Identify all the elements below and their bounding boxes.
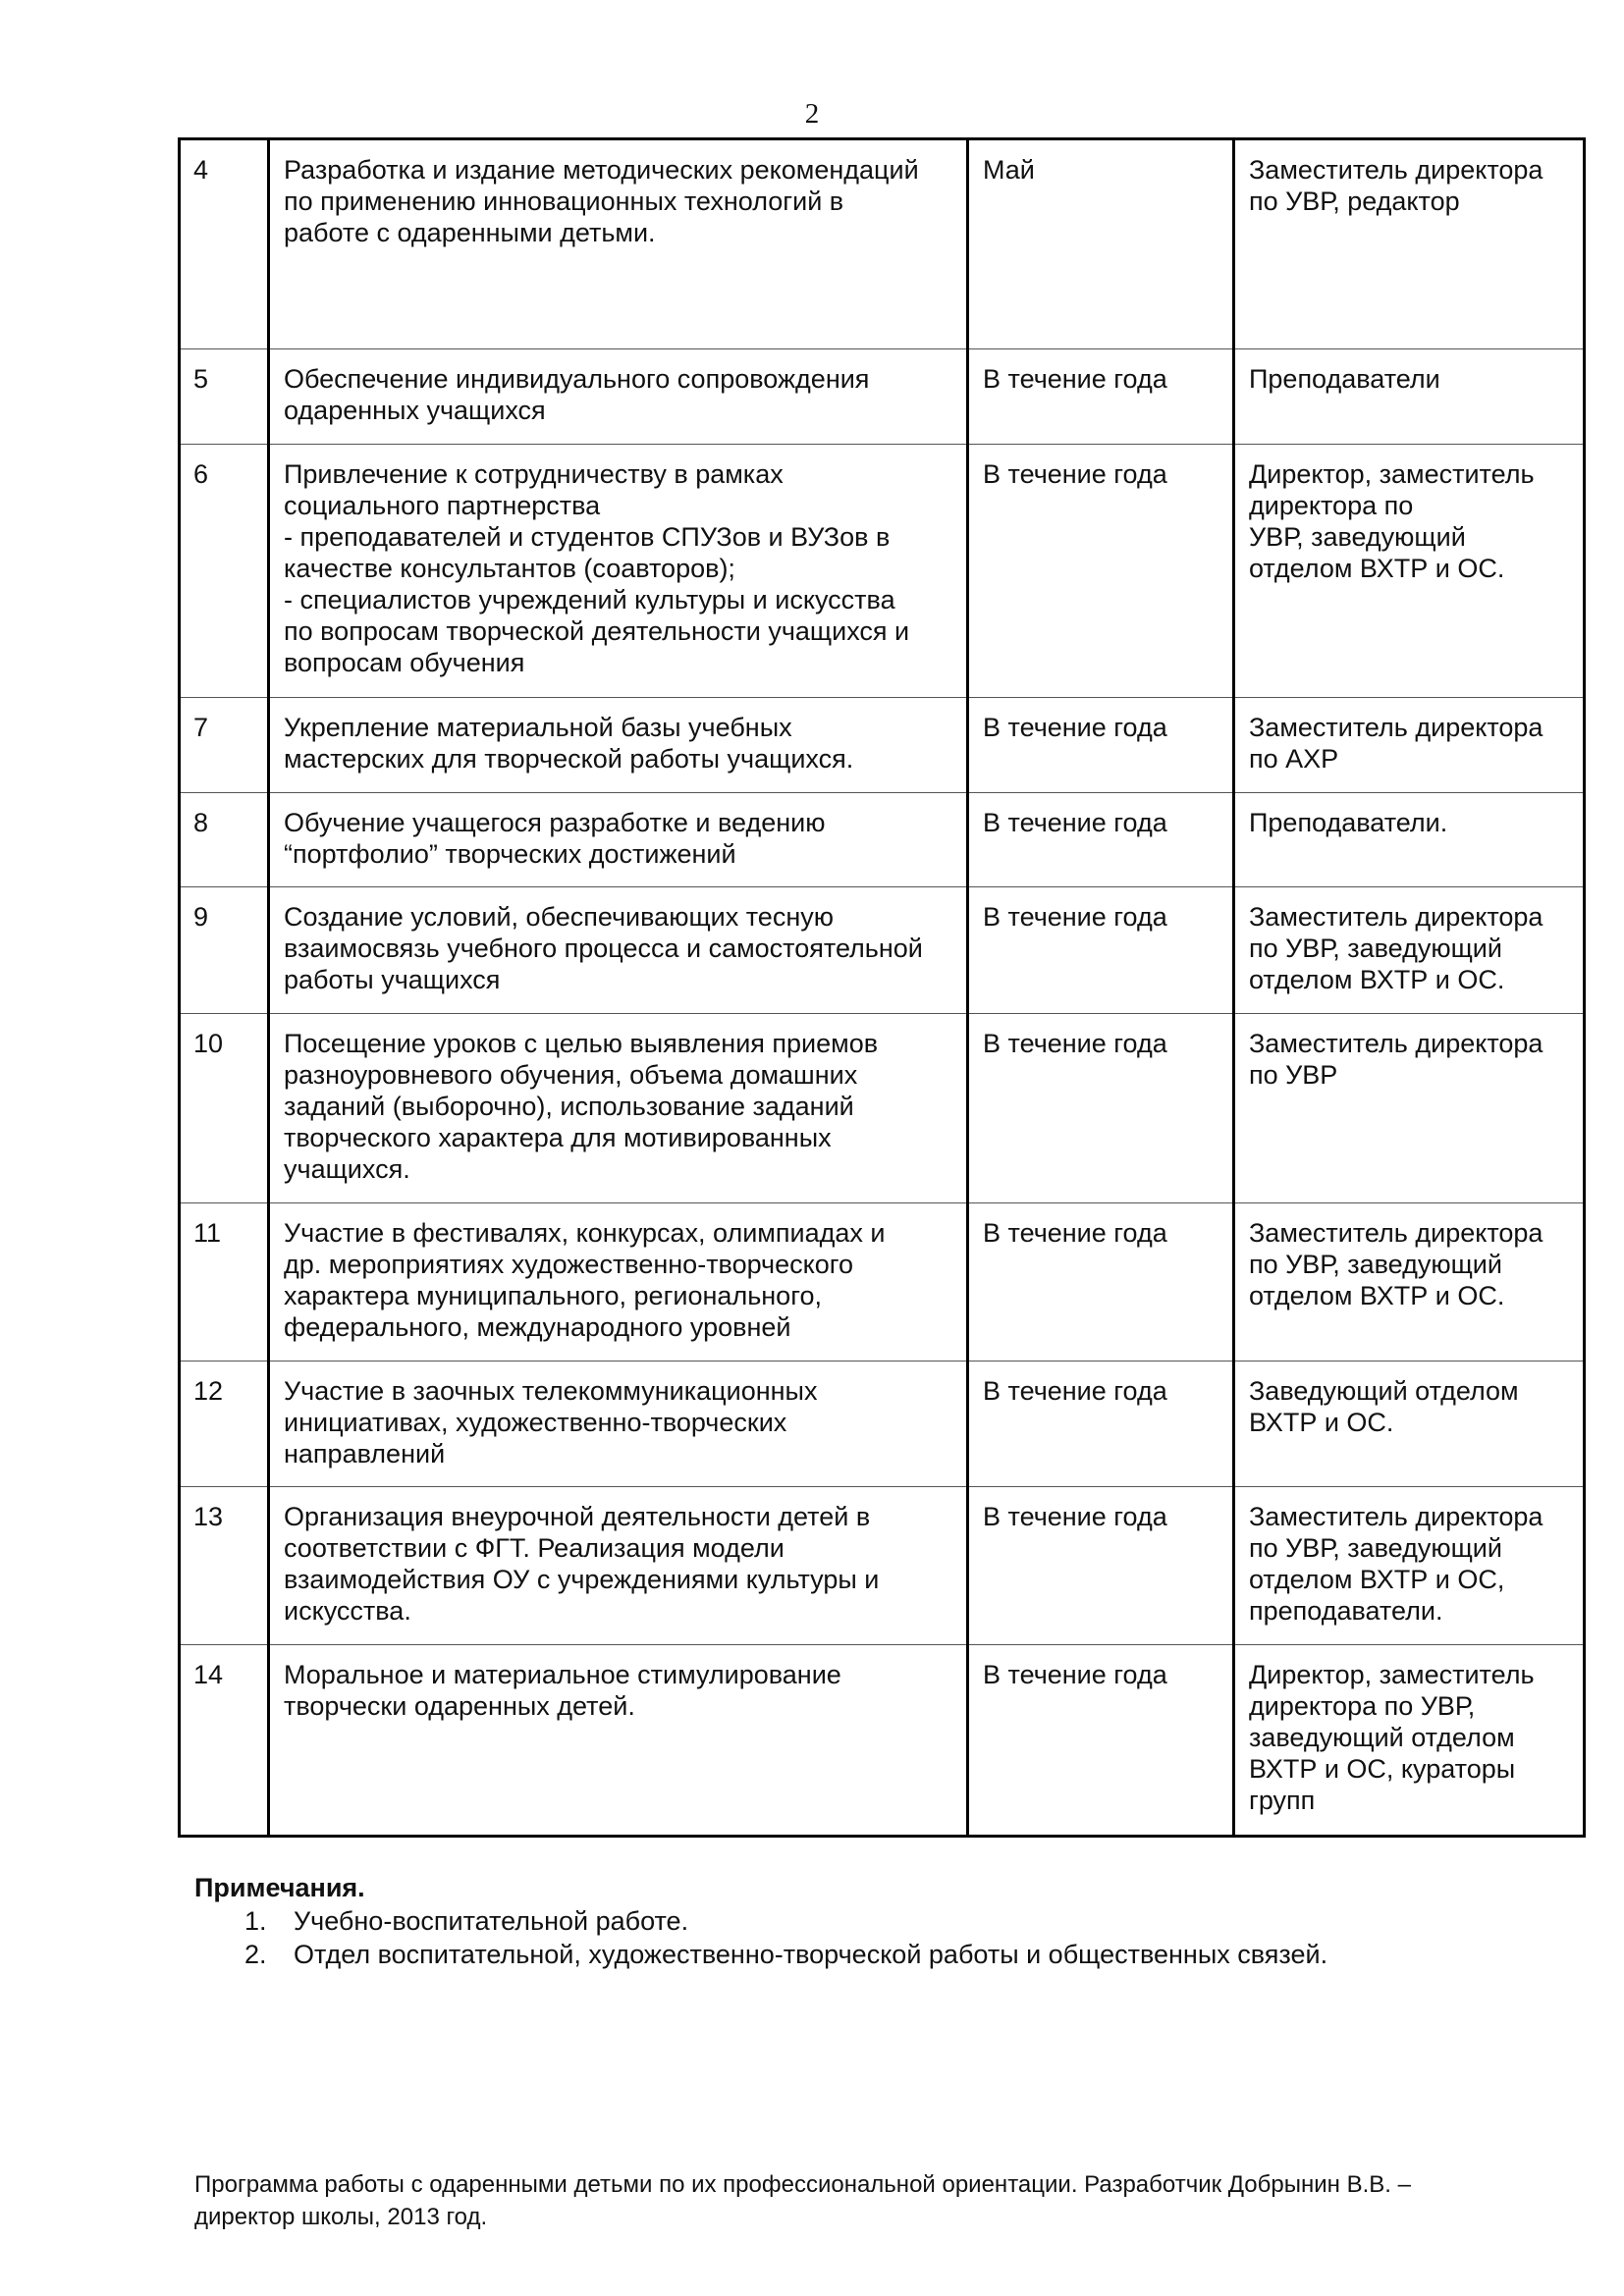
row-number: 8 <box>180 793 269 887</box>
deadline-cell: В течение года <box>968 1014 1234 1203</box>
responsible-text: Заместитель директора по УВР, заведующий отделом ВХТР и ОС, преподаватели. <box>1249 1502 1543 1626</box>
responsible-text: Заместитель директора по АХР <box>1249 713 1543 774</box>
responsible-text: Преподаватели. <box>1249 808 1448 837</box>
row-number: 13 <box>180 1487 269 1645</box>
activity-cell <box>269 349 968 445</box>
activity-text: Обучение учащегося разработке и ведению “портфолио” творческих достижений <box>284 808 826 869</box>
row-number: 5 <box>180 349 269 445</box>
responsible-text: Директор, заместитель директора по УВР, заведующий отделом ВХТР и ОС. <box>1249 459 1535 583</box>
row-number: 4 <box>180 139 269 349</box>
table-row <box>180 887 1585 1014</box>
note-marker: 2. <box>244 1940 267 1969</box>
responsible-cell <box>1234 1014 1585 1203</box>
deadline-cell: В течение года <box>968 1362 1234 1487</box>
row-number: 14 <box>180 1645 269 1837</box>
table-row <box>180 1362 1585 1487</box>
activity-cell <box>269 1645 968 1837</box>
responsible-cell <box>1234 1362 1585 1487</box>
responsible-cell <box>1234 1645 1585 1837</box>
activity-text: Посещение уроков с целью выявления приемов разноуровневого обучения, объема домашних заданий (выборочно), использование заданий творческого характера для мотивированных учащихся. <box>284 1029 879 1184</box>
deadline-cell: В течение года <box>968 445 1234 698</box>
notes-title: Примечания. <box>194 1873 365 1902</box>
table-row <box>180 1645 1585 1837</box>
table-row <box>180 1203 1585 1362</box>
note-item <box>194 1904 1569 1938</box>
activity-text: Привлечение к сотрудничеству в рамках социального партнерства - преподавателей и студентов СПУЗов и ВУЗов в качестве консультантов (соавторов); - специалистов учреждений культуры и искусства по вопросам творческой деятельности учащихся и вопросам обучения <box>284 459 910 677</box>
row-number: 11 <box>180 1203 269 1362</box>
responsible-cell <box>1234 698 1585 793</box>
activity-text: Разработка и издание методических рекомендаций по применению инновационных технологий в работе с одаренными детьми. <box>284 155 919 247</box>
activity-text: Участие в фестивалях, конкурсах, олимпиадах и др. мероприятиях художественно-творческого характера муниципального, регионального, федерального, международного уровней <box>284 1218 886 1342</box>
responsible-cell <box>1234 349 1585 445</box>
activity-cell <box>269 887 968 1014</box>
notes-section <box>194 1871 1569 1971</box>
activity-cell <box>269 445 968 698</box>
responsible-cell <box>1234 1487 1585 1645</box>
row-number: 6 <box>180 445 269 698</box>
footer-line: Программа работы с одаренными детьми по их профессиональной ориентации. Разработчик Добрынин В.В. – <box>194 2171 1411 2198</box>
deadline-cell: Май <box>968 139 1234 349</box>
notes-list <box>194 1904 1569 1971</box>
table-row <box>180 698 1585 793</box>
table-row <box>180 445 1585 698</box>
table-row <box>180 139 1585 349</box>
responsible-text: Заместитель директора по УВР, редактор <box>1249 155 1543 216</box>
row-number: 12 <box>180 1362 269 1487</box>
note-text: Отдел воспитательной, художественно-творческой работы и общественных связей. <box>294 1940 1328 1969</box>
activity-text: Организация внеурочной деятельности детей в соответствии с ФГТ. Реализация модели взаимодействия ОУ с учреждениями культуры и искусства. <box>284 1502 880 1626</box>
note-text: Учебно-воспитательной работе. <box>294 1906 689 1936</box>
note-marker: 1. <box>244 1906 267 1936</box>
page-number: 2 <box>804 98 820 130</box>
activity-text: Обеспечение индивидуального сопровождения одаренных учащихся <box>284 364 870 425</box>
responsible-text: Заместитель директора по УВР, заведующий отделом ВХТР и ОС. <box>1249 902 1543 994</box>
deadline-cell: В течение года <box>968 698 1234 793</box>
responsible-text: Заведующий отделом ВХТР и ОС. <box>1249 1376 1519 1437</box>
activity-cell <box>269 793 968 887</box>
deadline-cell: В течение года <box>968 1487 1234 1645</box>
row-number: 7 <box>180 698 269 793</box>
deadline-cell: В течение года <box>968 1203 1234 1362</box>
activity-cell <box>269 698 968 793</box>
table-row <box>180 349 1585 445</box>
responsible-cell <box>1234 445 1585 698</box>
footer-line: директор школы, 2013 год. <box>194 2204 488 2230</box>
activity-cell <box>269 1487 968 1645</box>
plan-table <box>178 137 1586 1838</box>
activity-text: Укрепление материальной базы учебных мастерских для творческой работы учащихся. <box>284 713 854 774</box>
responsible-text: Преподаватели <box>1249 364 1440 394</box>
table-row <box>180 1487 1585 1645</box>
page-footer <box>194 2168 1569 2233</box>
responsible-cell <box>1234 139 1585 349</box>
responsible-cell <box>1234 793 1585 887</box>
activity-cell <box>269 139 968 349</box>
activity-cell <box>269 1362 968 1487</box>
responsible-cell <box>1234 1203 1585 1362</box>
responsible-cell <box>1234 887 1585 1014</box>
responsible-text: Заместитель директора по УВР, заведующий отделом ВХТР и ОС. <box>1249 1218 1543 1310</box>
responsible-text: Заместитель директора по УВР <box>1249 1029 1543 1090</box>
deadline-cell: В течение года <box>968 887 1234 1014</box>
deadline-cell: В течение года <box>968 1645 1234 1837</box>
activity-cell <box>269 1014 968 1203</box>
deadline-cell: В течение года <box>968 793 1234 887</box>
row-number: 9 <box>180 887 269 1014</box>
deadline-cell: В течение года <box>968 349 1234 445</box>
activity-text: Участие в заочных телекоммуникационных инициативах, художественно-творческих направлений <box>284 1376 818 1468</box>
row-number: 10 <box>180 1014 269 1203</box>
activity-text: Создание условий, обеспечивающих тесную взаимосвязь учебного процесса и самостоятельной работы учащихся <box>284 902 923 994</box>
table-row <box>180 1014 1585 1203</box>
table-row <box>180 793 1585 887</box>
activity-text: Моральное и материальное стимулирование творчески одаренных детей. <box>284 1660 841 1721</box>
activity-cell <box>269 1203 968 1362</box>
note-item <box>194 1938 1569 1971</box>
responsible-text: Директор, заместитель директора по УВР, заведующий отделом ВХТР и ОС, кураторы групп <box>1249 1660 1535 1815</box>
